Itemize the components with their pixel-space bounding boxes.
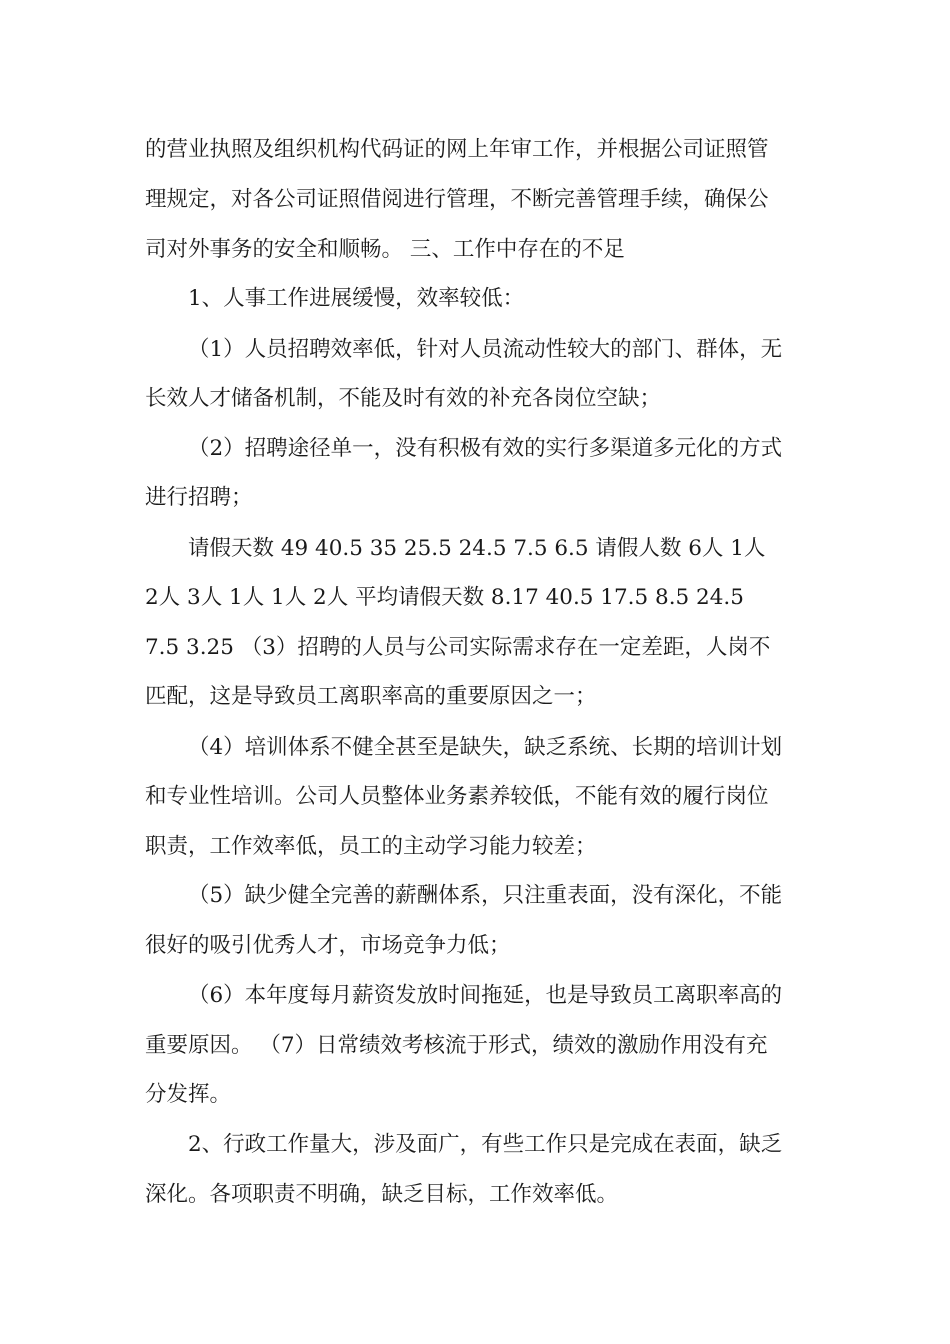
text-line: 请假天数 49 40.5 35 25.5 24.5 7.5 6.5 请假人数 6人 1人 [188, 536, 766, 561]
text-line: （6）本年度每月薪资发放时间拖延，也是导致员工离职率高的 [188, 983, 783, 1008]
text-line: 很好的吸引优秀人才，市场竞争力低； [145, 933, 511, 958]
text-line: 和专业性培训。公司人员整体业务素养较低，不能有效的履行岗位 [145, 784, 769, 809]
text-line: 的营业执照及组织机构代码证的网上年审工作，并根据公司证照管 [145, 137, 769, 162]
text-line: 职责，工作效率低，员工的主动学习能力较差； [145, 834, 597, 859]
text-line: （4）培训体系不健全甚至是缺失，缺乏系统、长期的培训计划 [188, 735, 783, 760]
text-line: 2、行政工作量大，涉及面广，有些工作只是完成在表面，缺乏 [188, 1132, 783, 1157]
text-line: 长效人才储备机制，不能及时有效的补充各岗位空缺； [145, 386, 662, 411]
text-line: 1、人事工作进展缓慢，效率较低： [188, 286, 525, 311]
text-line: 进行招聘； [145, 485, 253, 510]
text-line: 理规定，对各公司证照借阅进行管理，不断完善管理手续，确保公 [145, 187, 769, 212]
text-line: 分发挥。 [145, 1082, 232, 1107]
text-line: （5）缺少健全完善的薪酬体系，只注重表面，没有深化，不能 [188, 883, 783, 908]
text-line: 重要原因。 （7）日常绩效考核流于形式，绩效的激励作用没有充 [145, 1033, 768, 1058]
text-line: 匹配，这是导致员工离职率高的重要原因之一； [145, 684, 597, 709]
text-line: （1）人员招聘效率低，针对人员流动性较大的部门、群体，无 [188, 337, 783, 362]
text-line: 深化。各项职责不明确，缺乏目标，工作效率低。 [145, 1182, 619, 1207]
text-line: 2人 3人 1人 1人 2人 平均请假天数 8.17 40.5 17.5 8.5 24.5 [145, 585, 744, 610]
text-line: （2）招聘途径单一，没有积极有效的实行多渠道多元化的方式 [188, 436, 783, 461]
text-line: 7.5 3.25 （3）招聘的人员与公司实际需求存在一定差距，人岗不 [145, 635, 771, 660]
text-line: 司对外事务的安全和顺畅。 三、工作中存在的不足 [145, 237, 625, 262]
